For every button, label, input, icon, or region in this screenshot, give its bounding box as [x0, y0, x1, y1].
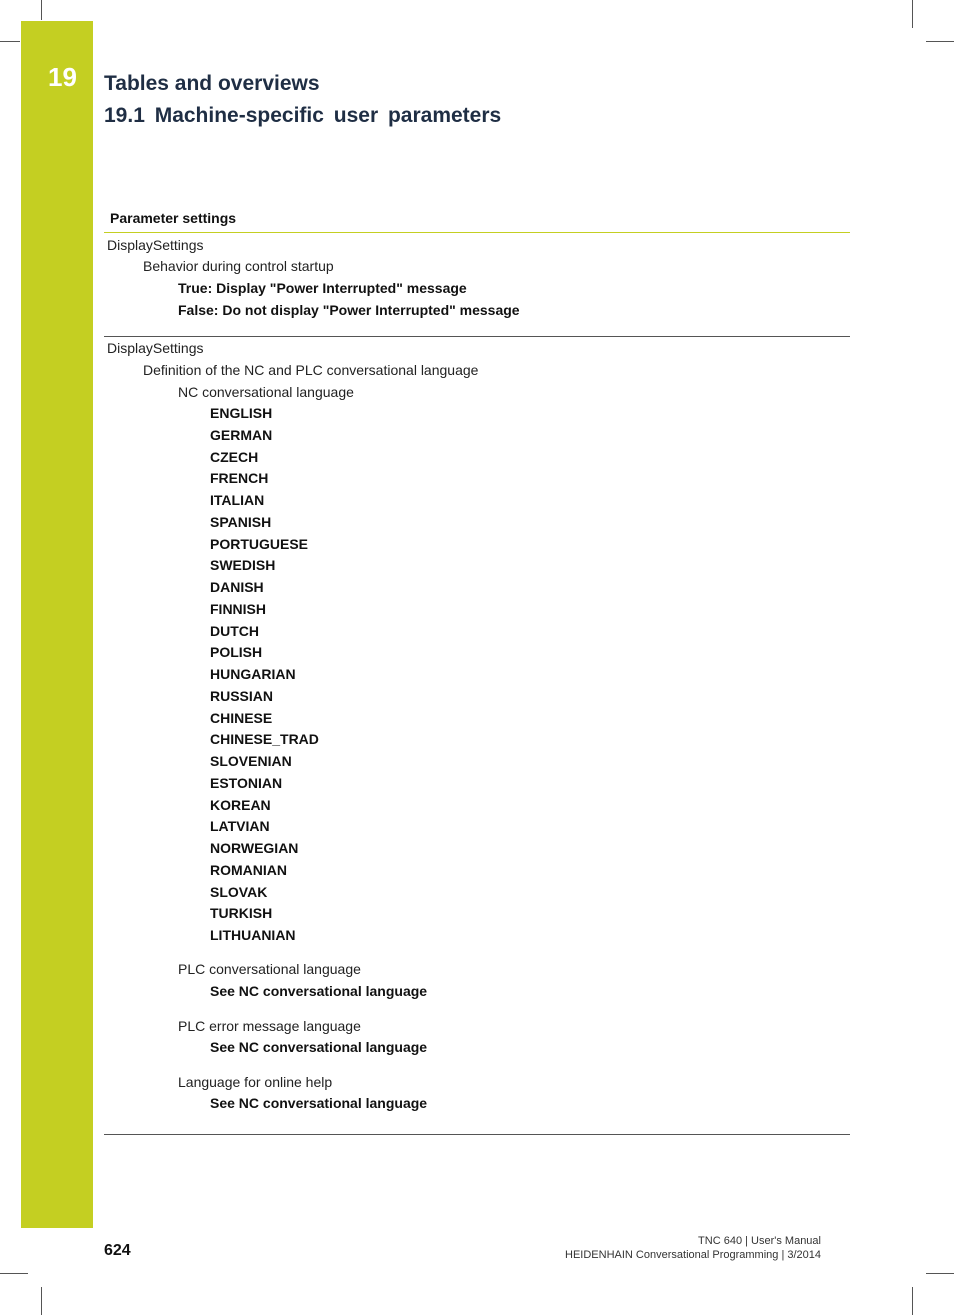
nc-language-label: NC conversational language: [178, 384, 354, 400]
crop-mark: [41, 0, 42, 20]
list-item: LATVIAN: [210, 818, 270, 835]
crop-mark: [0, 41, 20, 42]
list-item: DUTCH: [210, 622, 259, 639]
list-item: RUSSIAN: [210, 687, 274, 704]
table-heading: Parameter settings: [110, 210, 237, 226]
list-item: CZECH: [210, 448, 259, 465]
list-item: ITALIAN: [210, 492, 265, 508]
chapter-title: Tables and overviews: [104, 72, 320, 95]
crop-mark: [926, 41, 954, 42]
param-group-2: DisplaySettings: [107, 340, 204, 356]
list-item: TURKISH: [210, 905, 273, 922]
plc-language-value: See NC conversational language: [210, 983, 428, 999]
list-item: ENGLISH: [210, 405, 273, 421]
chapter-number: 19: [48, 62, 77, 92]
param-name-2: Definition of the NC and PLC conversational language: [143, 362, 479, 378]
plc-language-label: PLC conversational language: [178, 961, 361, 977]
list-item: CHINESE: [210, 709, 273, 726]
chapter-sidebar: [21, 21, 93, 1228]
footer-line-2: HEIDENHAIN Conversational Programming | 3/2014: [565, 1249, 821, 1261]
row-divider: [104, 336, 850, 337]
online-help-language-label: Language for online help: [178, 1074, 333, 1090]
list-item: SWEDISH: [210, 557, 276, 574]
online-help-language-value: See NC conversational language: [210, 1095, 428, 1111]
page-number: 624: [104, 1242, 131, 1259]
list-item: SPANISH: [210, 513, 272, 530]
param-option-false: False: Do not display "Power Interrupted" message: [178, 302, 520, 318]
list-item: ROMANIAN: [210, 861, 287, 878]
list-item: CHINESE_TRAD: [210, 731, 319, 748]
param-group-1: DisplaySettings: [107, 237, 204, 253]
table-header-rule: [104, 232, 850, 233]
language-list: [210, 404, 319, 948]
list-item: DANISH: [210, 579, 264, 595]
list-item: SLOVAK: [210, 883, 268, 900]
list-item: KOREAN: [210, 796, 271, 813]
list-item: LITHUANIAN: [210, 927, 296, 943]
table-bottom-rule: [104, 1134, 850, 1135]
list-item: PORTUGUESE: [210, 535, 309, 552]
list-item: ESTONIAN: [210, 774, 283, 791]
list-item: NORWEGIAN: [210, 840, 299, 856]
footer-line-1: TNC 640 | User's Manual: [698, 1235, 821, 1247]
list-item: FRENCH: [210, 470, 269, 487]
crop-mark: [0, 1273, 28, 1274]
list-item: SLOVENIAN: [210, 753, 292, 769]
param-name-1: Behavior during control startup: [143, 258, 334, 274]
list-item: HUNGARIAN: [210, 666, 296, 682]
crop-mark: [41, 1287, 42, 1315]
list-item: FINNISH: [210, 600, 266, 617]
crop-mark: [926, 1273, 954, 1274]
footer-text: [565, 1234, 821, 1262]
crop-mark: [912, 1287, 913, 1315]
plc-error-language-label: PLC error message language: [178, 1018, 361, 1034]
plc-error-language-value: See NC conversational language: [210, 1039, 428, 1055]
section-title: 19.1 Machine-specific user parameters: [104, 104, 502, 127]
list-item: POLISH: [210, 644, 263, 661]
param-option-true: True: Display "Power Interrupted" message: [178, 280, 467, 296]
list-item: GERMAN: [210, 426, 273, 443]
crop-mark: [912, 0, 913, 28]
